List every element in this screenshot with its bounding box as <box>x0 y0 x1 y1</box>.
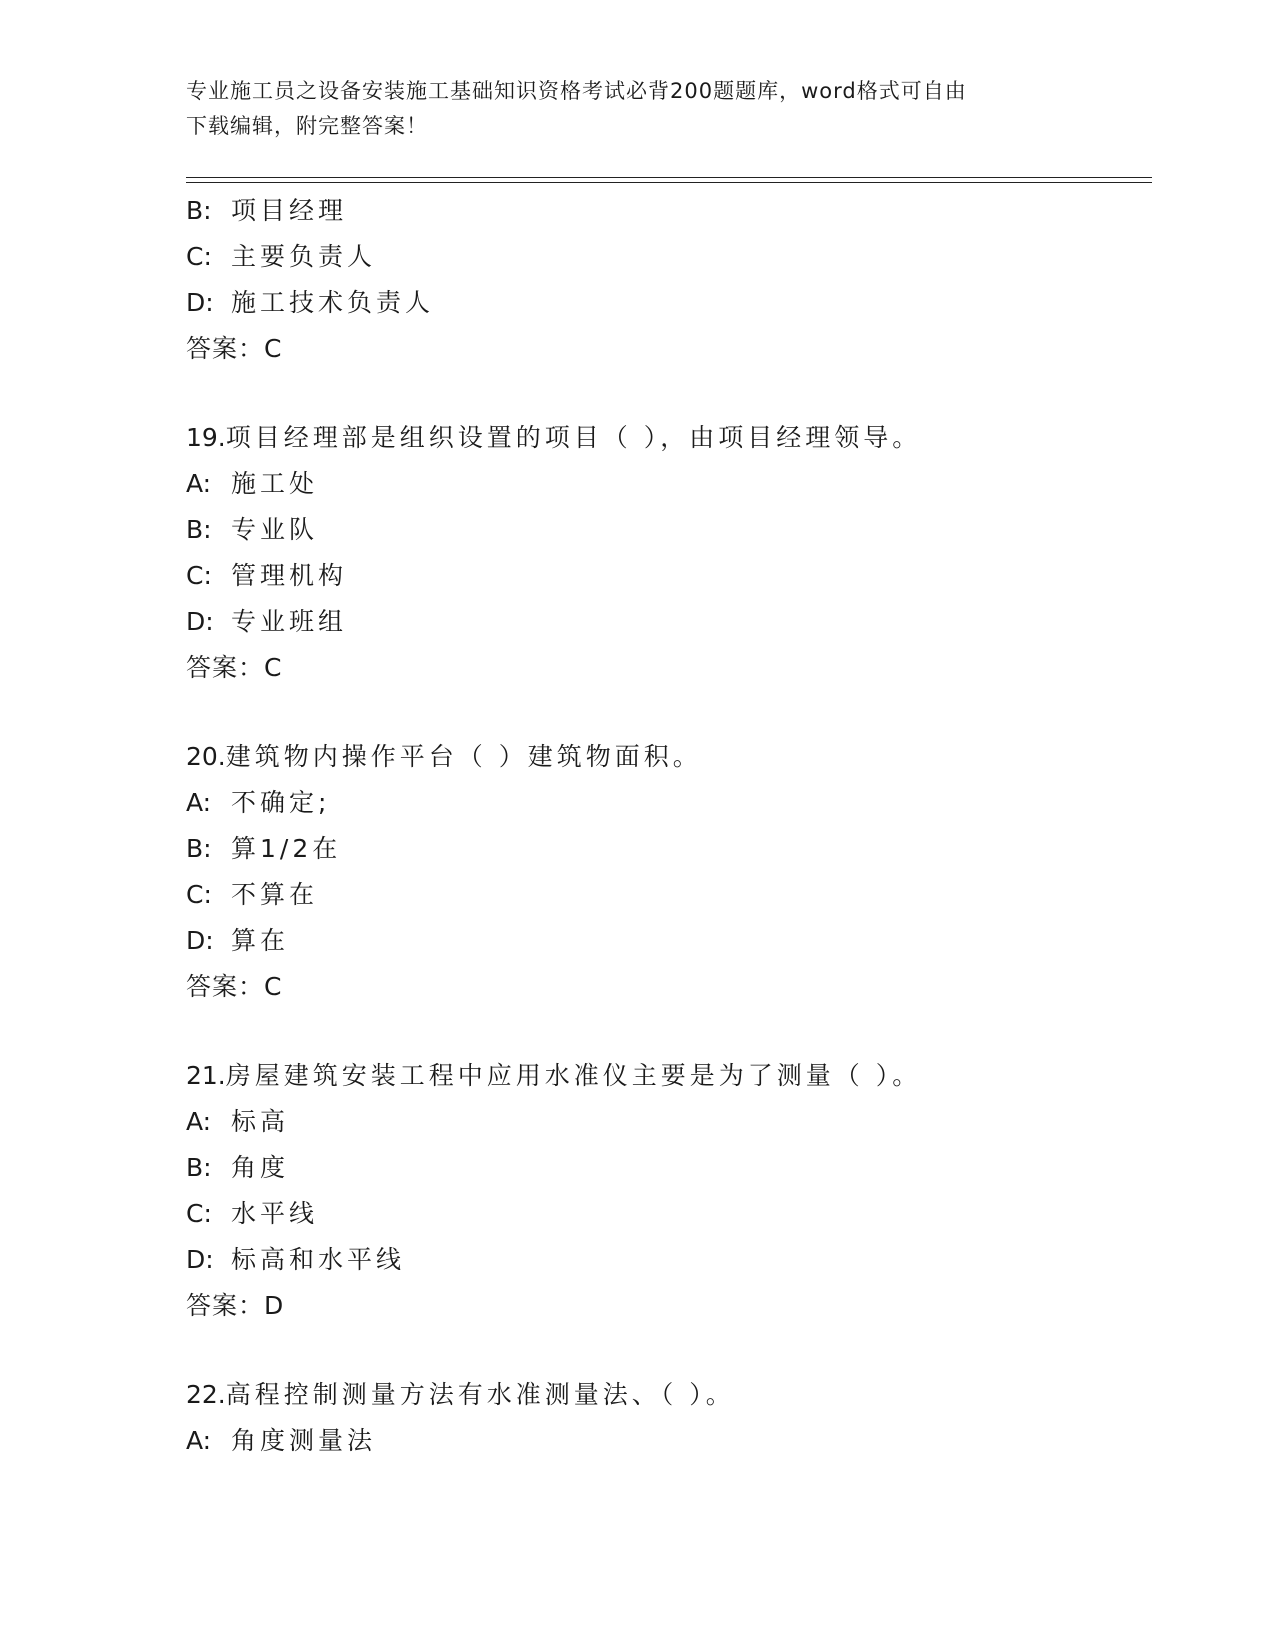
option-letter: B: <box>186 515 212 544</box>
question-text: 高程控制测量方法有水准测量法、（ ）。 <box>225 1380 735 1409</box>
question-stem <box>186 1372 1152 1418</box>
option-letter: D: <box>186 288 214 317</box>
option-a <box>186 1099 1152 1145</box>
option-d <box>186 599 1152 645</box>
option-text: 主要负责人 <box>231 242 377 271</box>
option-text: 不确定; <box>231 788 331 817</box>
option-c <box>186 553 1152 599</box>
spacer <box>186 372 1152 415</box>
question-number: 20. <box>186 742 226 771</box>
header-title-line-2: 下载编辑，附完整答案！ <box>186 114 428 138</box>
option-letter: B: <box>186 834 212 863</box>
header-title-line-1: 专业施工员之设备安装施工基础知识资格考试必背200题题库，word格式可自由 <box>186 79 967 103</box>
document-header <box>186 74 1076 144</box>
option-text: 算在 <box>231 926 290 955</box>
question-stem <box>186 1053 1152 1099</box>
option-text: 施工处 <box>231 469 319 498</box>
option-text: 管理机构 <box>231 561 348 590</box>
option-letter: A: <box>186 1107 212 1136</box>
option-letter: B: <box>186 1153 212 1182</box>
question-text: 房屋建筑安装工程中应用水准仪主要是为了测量（ ）。 <box>225 1061 922 1090</box>
question-21 <box>186 1053 1152 1329</box>
question-number: 21. <box>186 1061 226 1090</box>
question-number: 22. <box>186 1380 226 1409</box>
option-text: 角度 <box>231 1153 290 1182</box>
option-letter: D: <box>186 607 214 636</box>
option-letter: B: <box>186 196 212 225</box>
question-19 <box>186 415 1152 691</box>
question-stem <box>186 415 1152 461</box>
option-letter: D: <box>186 926 214 955</box>
option-a <box>186 780 1152 826</box>
question-20 <box>186 734 1152 1010</box>
option-c <box>186 1191 1152 1237</box>
header-divider-bottom <box>186 182 1152 183</box>
option-d <box>186 918 1152 964</box>
option-c <box>186 234 1152 280</box>
option-b <box>186 826 1152 872</box>
question-list <box>186 188 1152 1464</box>
answer-line: 答案：D <box>186 1291 285 1320</box>
answer-line: 答案：C <box>186 653 283 682</box>
option-b <box>186 1145 1152 1191</box>
option-c <box>186 872 1152 918</box>
option-d <box>186 280 1152 326</box>
option-letter: A: <box>186 1426 212 1455</box>
option-text: 标高和水平线 <box>231 1245 406 1274</box>
option-text: 专业队 <box>231 515 319 544</box>
option-text: 角度测量法 <box>231 1426 377 1455</box>
option-b <box>186 188 1152 234</box>
header-divider-top <box>186 177 1152 178</box>
answer-line: 答案：C <box>186 334 283 363</box>
option-text: 标高 <box>231 1107 290 1136</box>
answer-line: 答案：C <box>186 972 283 1001</box>
question-22 <box>186 1372 1152 1464</box>
option-letter: C: <box>186 1199 212 1228</box>
option-text: 施工技术负责人 <box>231 288 435 317</box>
option-text: 专业班组 <box>231 607 348 636</box>
option-b <box>186 507 1152 553</box>
spacer <box>186 691 1152 734</box>
option-text: 不算在 <box>231 880 319 909</box>
option-a <box>186 1418 1152 1464</box>
option-text: 项目经理 <box>231 196 348 225</box>
option-d <box>186 1237 1152 1283</box>
question-stem <box>186 734 1152 780</box>
question-text: 建筑物内操作平台（ ）建筑物面积。 <box>225 742 702 771</box>
option-letter: A: <box>186 788 212 817</box>
option-text: 算1/2在 <box>231 834 342 863</box>
option-letter: D: <box>186 1245 214 1274</box>
question-text: 项目经理部是组织设置的项目（ ），由项目经理领导。 <box>225 423 922 452</box>
option-letter: A: <box>186 469 212 498</box>
question-number: 19. <box>186 423 226 452</box>
option-text: 水平线 <box>231 1199 319 1228</box>
option-letter: C: <box>186 242 212 271</box>
spacer <box>186 1010 1152 1053</box>
spacer <box>186 1329 1152 1372</box>
question-18-partial <box>186 188 1152 372</box>
option-a <box>186 461 1152 507</box>
option-letter: C: <box>186 880 212 909</box>
option-letter: C: <box>186 561 212 590</box>
